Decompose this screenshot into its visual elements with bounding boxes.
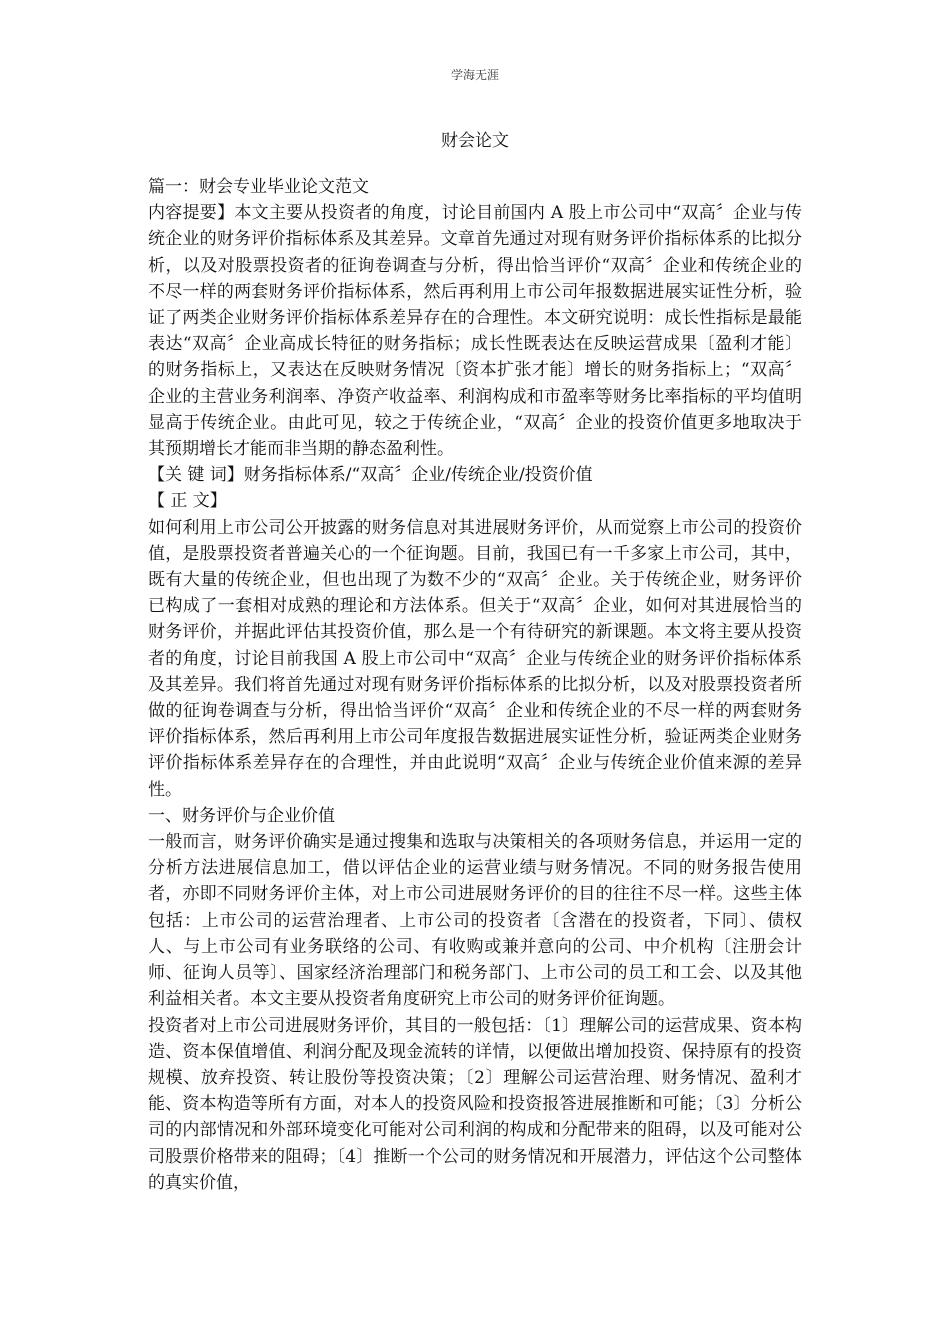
paragraph-subheading: 一、财务评价与企业价值 bbox=[148, 805, 335, 826]
paragraph-intro: 如何利用上市公司公开披露的财务信息对其进展财务评价，从而觉察上市公司的投资价值，是股票投资者普遍关心的一个征询题。目前，我国已有一千多家上市公司，其中，既有大量的传统企业，但也出现了为数不少的“双高〞企业。关于传统企业，财务评价已构成了一套相对成熟的理论和方法体系。但关于“双高〞企业，如何对其进展恰当的财务评价，并据此评估其投资价值，那么是一个有待研究的新课题。本文将主要从投资者的角度，讨论目前我国 A 股上市公司中“双高〞企业与传统企业的财务评价指标体系及其差异。我们将首先通过对现有财务评价指标体系的比拟分析，以及对股票投资者所做的征询卷调查与分析，得出恰当评价“双高〞企业和传统企业的不尽一样的两套财务评价指标体系，然后再利用上市公司年度报告数据进展实证性分析，验证两类企业财务评价指标体系差异存在的合理性，并由此说明“双高〞企业与传统企业价值来源的差异性。 bbox=[148, 517, 802, 800]
paragraph-body-label: 【 正 文】 bbox=[148, 491, 227, 512]
document-title: 财会论文 bbox=[441, 131, 509, 151]
page-header: 学海无涯 bbox=[450, 68, 499, 82]
paragraph-abstract: 内容提要】本文主要从投资者的角度，讨论目前国内 A 股上市公司中“双高〞企业与传统企业的财务评价指标体系及其差异。文章首先通过对现有财务评价指标体系的比拟分析，以及对股票投资者的征询卷调查与分析，得出恰当评价“双高〞企业和传统企业的不尽一样的两套财务评价指标体系，然后再利用上市公司年报数据进展实证性分析，验证了两类企业财务评价指标体系差异存在的合理性。本文研究说明：成长性指标是最能表达“双高〞企业高成长特征的财务指标；成长性既表达在反映运营成果〔盈利才能〕的财务指标上，又表达在反映财务情况〔资本扩张才能〕增长的财务指标上；“双高〞企业的主营业务利润率、净资产收益率、利润构成和市盈率等财务比率指标的平均值明显高于传统企业。由此可见，较之于传统企业，“双高〞企业的投资价值更多地取决于其预期增长才能而非当期的静态盈利性。 bbox=[148, 203, 802, 460]
paragraph-section-heading: 篇一：财会专业毕业论文范文 bbox=[148, 177, 369, 197]
paragraph-text: 投资者对上市公司进展财务评价，其目的一般包括：〔1〕理解公司的运营成果、资本构造、资本保值增值、利润分配及现金流转的详情，以便做出增加投资、保持原有的投资规模、放弃投资、转让股份等投资决策；〔2〕理解公司运营治理、财务情况、盈利才能、资本构造等所有方面，对本人的投资风险和投资报答进展推断和可能；〔3〕分析公司的内部情况和外部环境变化可能对公司利润的构成和分配带来的阻碍，以及可能对公司股票价格带来的阻碍；〔4〕推断一个公司的财务情况和开展潜力，评估这个公司整体的真实价值， bbox=[148, 1015, 802, 1193]
paragraph-keywords: 【关 键 词】财务指标体系/“双高〞企业/传统企业/投资价值 bbox=[148, 465, 593, 486]
document-body bbox=[148, 174, 802, 1196]
paragraph-text: 一般而言，财务评价确实是通过搜集和选取与决策相关的各项财务信息，并运用一定的分析方法进展信息加工，借以评估企业的运营业绩与财务情况。不同的财务报告使用者，亦即不同财务评价主体，对上市公司进展财务评价的目的往往不尽一样。这些主体包括：上市公司的运营治理者、上市公司的投资者〔含潜在的投资者，下同〕、债权人、与上市公司有业务联络的公司、有收购或兼并意向的公司、中介机构〔注册会计师、征询人员等〕、国家经济治理部门和税务部门、上市公司的员工和工会、以及其他利益相关者。本文主要从投资者角度研究上市公司的财务评价征询题。 bbox=[148, 832, 802, 1010]
